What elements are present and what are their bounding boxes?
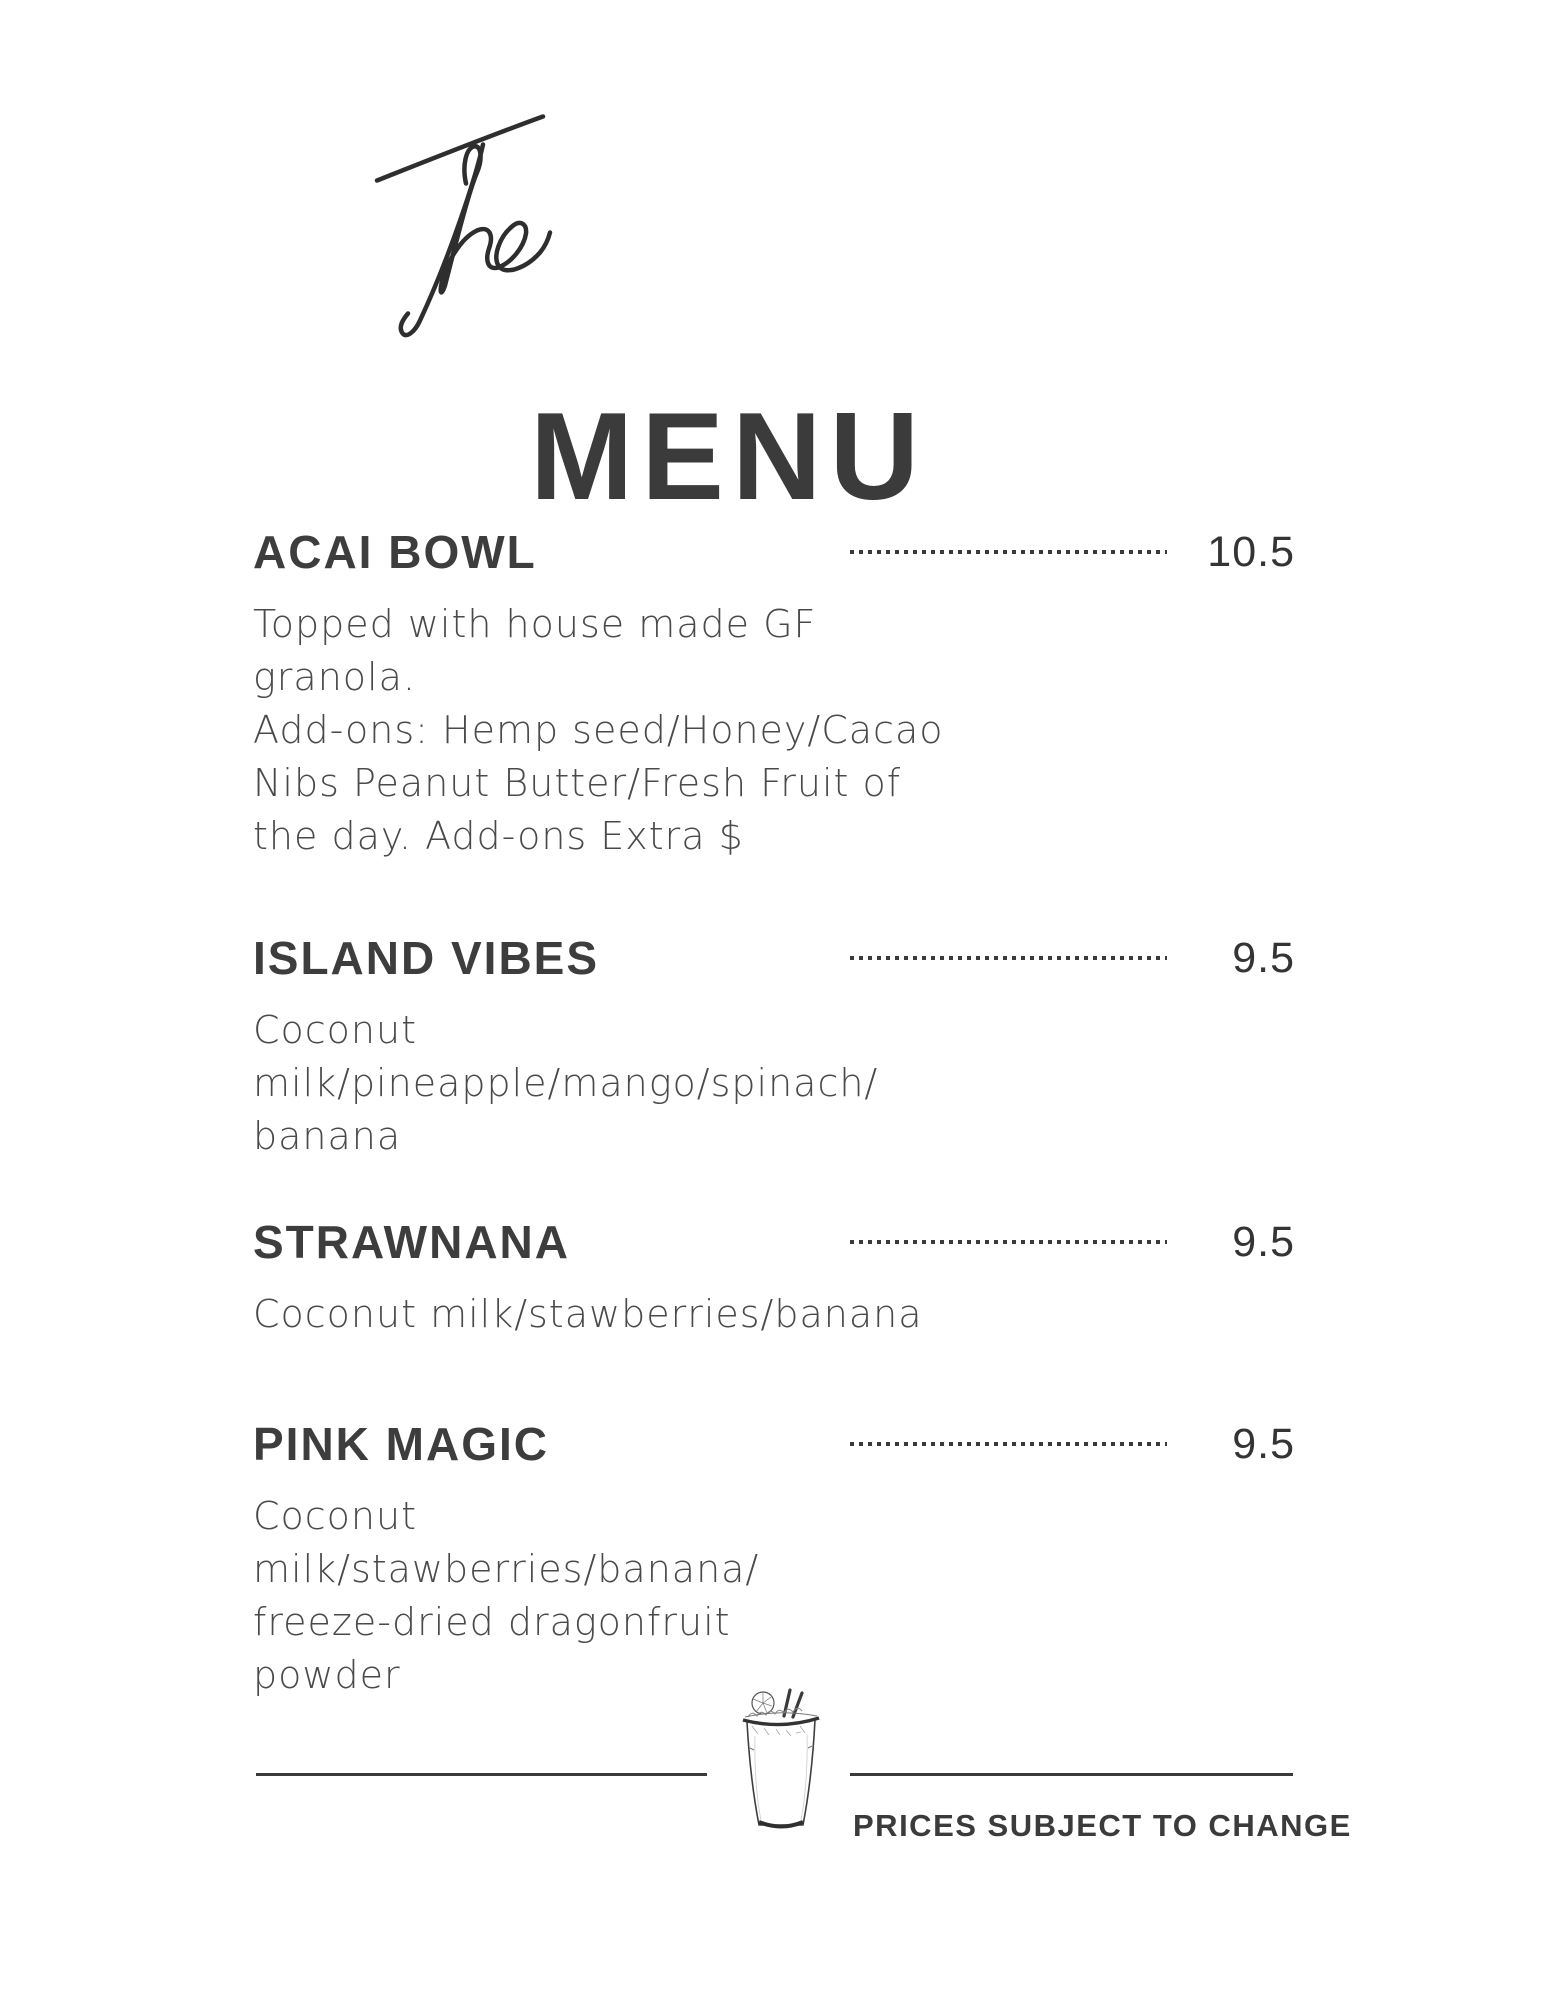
item-name: ACAI BOWL [253, 526, 537, 578]
dotted-leader [850, 956, 1167, 960]
description-line: Coconut [253, 1494, 417, 1538]
item-price: 9.5 [1232, 934, 1295, 982]
description-line: Topped with house made GF [253, 602, 817, 646]
description-line: Coconut milk/stawberries/banana [253, 1292, 923, 1336]
description-line: Coconut [253, 1008, 417, 1052]
item-price: 9.5 [1232, 1420, 1295, 1468]
item-row [253, 522, 1295, 582]
menu-item-acai-bowl [253, 522, 1295, 863]
item-name: STRAWNANA [253, 1216, 570, 1268]
item-description [253, 1288, 1295, 1341]
dotted-leader [850, 550, 1167, 554]
item-row [253, 928, 1295, 988]
description-line: powder [253, 1653, 401, 1697]
item-price: 10.5 [1207, 528, 1295, 576]
description-line: the day. Add-ons Extra $ [253, 814, 744, 858]
item-name: ISLAND VIBES [253, 932, 600, 984]
item-price: 9.5 [1232, 1218, 1295, 1266]
dotted-leader [850, 1442, 1167, 1446]
description-line: freeze-dried dragonfruit [253, 1600, 731, 1644]
footer-note: PRICES SUBJECT TO CHANGE [853, 1808, 1352, 1843]
footer-rule-left [256, 1773, 707, 1776]
menu-item-strawnana [253, 1212, 1295, 1341]
item-name: PINK MAGIC [253, 1418, 549, 1470]
footer-rule-right [850, 1773, 1293, 1776]
page-title: MENU [530, 388, 928, 527]
smoothie-glass-icon [738, 1686, 824, 1834]
menu-item-island-vibes [253, 928, 1295, 1163]
description-line: milk/stawberries/banana/ [253, 1547, 760, 1591]
dotted-leader [850, 1240, 1167, 1244]
description-line: banana [253, 1114, 402, 1158]
item-description [253, 1490, 1295, 1702]
menu-item-pink-magic [253, 1414, 1295, 1702]
item-row [253, 1212, 1295, 1272]
description-line: milk/pineapple/mango/spinach/ [253, 1061, 879, 1105]
description-line: Add-ons: Hemp seed/Honey/Cacao [253, 708, 944, 752]
script-the-logo [280, 78, 600, 363]
item-description [253, 598, 1295, 863]
item-row [253, 1414, 1295, 1474]
description-line: granola. [253, 655, 416, 699]
description-line: Nibs Peanut Butter/Fresh Fruit of [253, 761, 902, 805]
item-description [253, 1004, 1295, 1163]
